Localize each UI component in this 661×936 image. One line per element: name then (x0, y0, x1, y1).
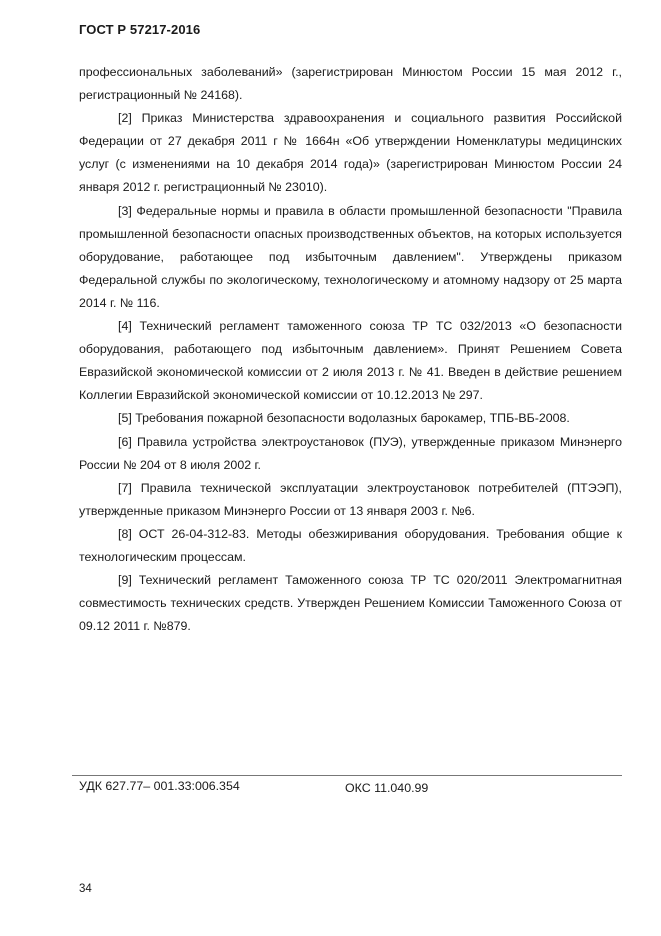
bibliography-entry-8: [8] ОСТ 26-04-312-83. Методы обезжиривания оборудования. Требования общие к технологическим процессам. (79, 526, 622, 564)
footer-divider (72, 775, 622, 776)
bibliography-continuation: профессиональных заболеваний» (зарегистрирован Минюстом России 15 мая 2012 г., регистрационный № 24168). (79, 65, 622, 103)
bibliography-entry-7: [7] Правила технической эксплуатации электроустановок потребителей (ПТЭЭП), утвержденные приказом Минэнерго России от 13 января 2003 г. №6. (79, 480, 622, 518)
oks-code: ОКС 11.040.99 (345, 781, 429, 795)
bibliography-entry-3: [3] Федеральные нормы и правила в области промышленной безопасности "Правила промышленной безопасности опасных производственных объектов, на которых используется оборудование, работающее под избыточным давлением". Утверждены приказом Федеральной службы по экологическому, технологическому и атомному надзору от 25 марта 2014 г. № 116. (79, 203, 622, 310)
bibliography-text (79, 61, 622, 638)
page-number: 34 (79, 883, 92, 895)
standard-code-header: ГОСТ Р 57217-2016 (79, 22, 201, 37)
udk-code: УДК 627.77– 001.33:006.354 (79, 779, 240, 793)
bibliography-entry-2: [2] Приказ Министерства здравоохранения и социального развития Российской Федерации от 27 декабря 2011 г № 1664н «Об утверждении Номенклатуры медицинских услуг (с изменениями на 10 декабря 2014 года)» (зарегистрирован Минюстом России 24 января 2012 г. регистрационный № 23010). (79, 111, 622, 195)
bibliography-entry-5: [5] Требования пожарной безопасности водолазных барокамер, ТПБ-ВБ-2008. (118, 411, 570, 426)
bibliography-entry-4: [4] Технический регламент таможенного союза ТР ТС 032/2013 «О безопасности оборудования, работающего под избыточным давлением». Принят Решением Совета Евразийской экономической комиссии от 2 июля 2013 г. № 41. Введен в действие решением Коллегии Евразийской экономической комиссии от 10.12.2013 № 297. (79, 319, 622, 403)
bibliography-entry-9: [9] Технический регламент Таможенного союза ТР ТС 020/2011 Электромагнитная совместимость технических средств. Утвержден Решением Комиссии Таможенного Союза от 09.12 2011 г. №879. (79, 573, 622, 634)
bibliography-entry-6: [6] Правила устройства электроустановок (ПУЭ), утвержденные приказом Минэнерго России № 204 от 8 июля 2002 г. (79, 434, 622, 472)
